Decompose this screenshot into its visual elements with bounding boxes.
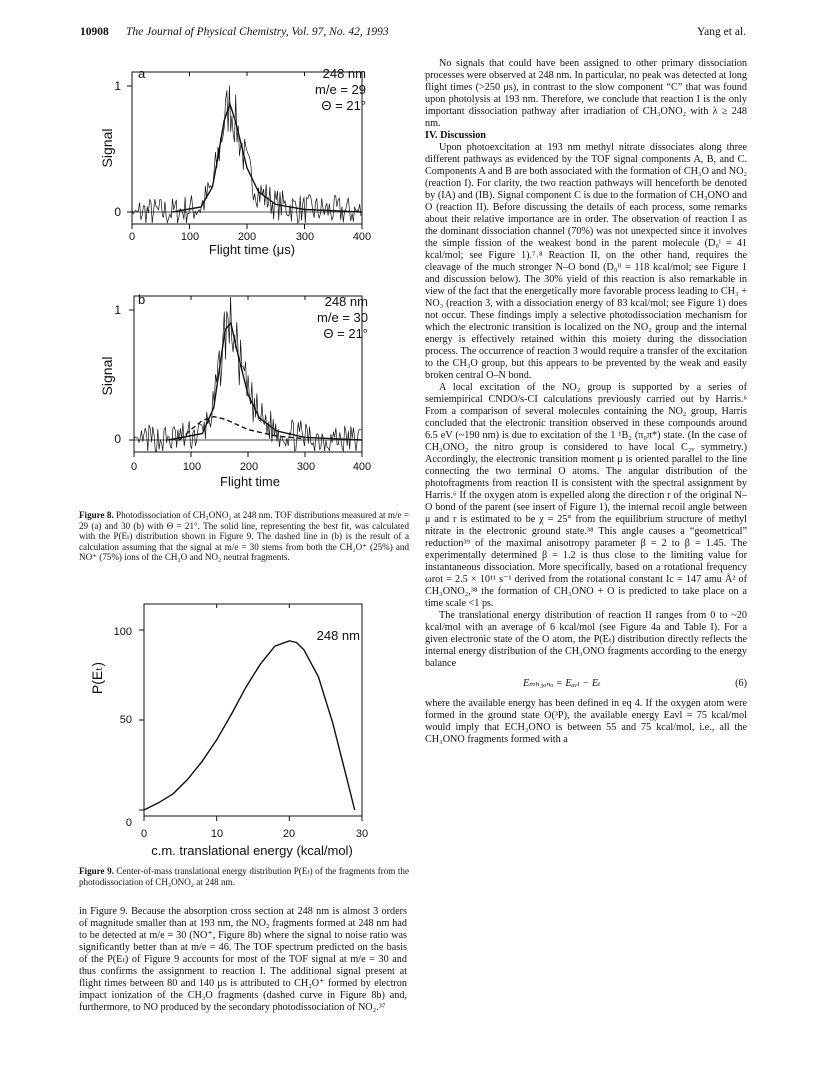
author-header: Yang et al. <box>697 26 746 38</box>
panel-label-line1: 248 nm <box>324 294 368 309</box>
left-column-text <box>79 906 407 1014</box>
x-axis-label: c.m. translational energy (kcal/mol) <box>151 843 353 858</box>
figure-8a-plot <box>92 60 412 270</box>
panel-label-line2: m/e = 30 <box>317 310 368 325</box>
x-tick-label: 200 <box>237 231 257 243</box>
equation-number: (6) <box>735 678 747 689</box>
paragraph: No signals that could have been assigned to other primary dissociation processes were observed at 248 nm. In particular, no peak was detected at long flight times (>250 μs), in contrast to the slow component “C” that was found upon photolysis at 193 nm. Therefore, we conclude that reaction I is the only important dissociation pathway after irradiation of CH₃ONO₂ with λ ≥ 248 nm. <box>425 58 747 129</box>
x-tick-label: 300 <box>296 461 316 473</box>
paragraph: The translational energy distribution of reaction II ranges from 0 to ~20 kcal/mol with an average of 6 kcal/mol (see Figure 4a and Table I). For a given electronic state of the O atom, the P(Eₜ) distribution directly reflects the internal energy distribution of the CH₃ONO fragments according to the energy balance <box>425 610 747 669</box>
fit-line <box>172 104 362 212</box>
figure-9-caption <box>79 866 409 887</box>
page-number: 10908 <box>80 26 109 38</box>
x-tick-label: 10 <box>210 828 224 840</box>
x-tick-label: 0 <box>140 828 148 840</box>
x-tick-label: 100 <box>182 461 202 473</box>
panel-label-line3: Θ = 21° <box>321 98 366 113</box>
x-tick-label: 200 <box>239 461 259 473</box>
y-tick-label: 0 <box>114 432 121 446</box>
panel-letter: b <box>138 292 146 307</box>
equation-6 <box>425 678 747 690</box>
paragraph: A local excitation of the NO₂ group is supported by a series of semiempirical CNDO/s-CI calculations previously carried out by Harris.⁶ From a comparison of several molecules containing the NO₂ group, Harris concluded that the electronic transition observed in these compounds around 6.5 eV (~190 nm) is due to excitation of the 1 ¹B₂ (π₀π*) state. (In the case of CH₃ONO₂ the nitro group is considered to have local C₂ᵥ symmetry.) Accordingly, the electronic transition moment μ is oriented parallel to the line connecting the two terminal O atoms. The angular distribution of the photofragments from reaction II is consistent with the spectral assignment by Harris.⁶ If the oxygen atom is expelled along the direction r of the original N–O bond of the parent (see insert of Figure 1), the internal recoil angle between μ and r is estimated to be χ = 25° from the equilibrium structure of methyl nitrate in the electronic ground state.³⁸ This angle causes a “geometrical” reduction³⁹ of the maximal anisotropy parameter β = 2 to β = 1.45. The experimentally determined β = 1.2 is thus close to the limiting value for instantaneous dissociation. More specifically, based on a rotational frequency ωrot = 2.5 × 10¹¹ s⁻¹ derived from the rotational constant Ic = 147 amu Å² of CH₃ONO₂,³⁸ the formation of CH₃ONO + O is predicted to take place on a time scale <1 ps. <box>425 382 747 609</box>
journal-title: The Journal of Physical Chemistry, Vol. 97, No. 42, 1993 <box>126 26 389 38</box>
section-heading: IV. Discussion <box>425 130 486 141</box>
figure-8-caption <box>79 510 409 563</box>
x-tick-label: 400 <box>352 231 372 243</box>
equation-expression: Eₘₕ₃ₒₙₒ = Eₐᵥₗ − Eₜ <box>523 678 601 689</box>
x-axis-label: Flight time (μs) <box>208 242 296 257</box>
y-axis-label: Signal <box>99 128 115 168</box>
x-tick-label: 400 <box>352 461 372 473</box>
pe-distribution-line <box>144 641 355 810</box>
figure-9-plot <box>82 590 412 810</box>
caption-text: Center-of-mass translational energy distribution P(Eₜ) of the fragments from the photodissociation of CH₃ONO₂ at 248 nm. <box>79 866 409 887</box>
running-header <box>80 26 746 44</box>
x-axis-label: Flight time <box>220 474 280 489</box>
plot-label: 248 nm <box>316 628 360 643</box>
caption-label: Figure 8. <box>79 510 114 520</box>
y-tick-label: 0 <box>125 817 132 829</box>
x-tick-label: 0 <box>130 461 138 473</box>
paragraph: where the available energy has been defined in eq 4. If the oxygen atom were formed in the ground state O(³P), the available energy Eavl = 75 kcal/mol would imply that ECH₃ONO is between 55 and 75 kcal/mol, i.e., all the CH₃ONO fragments formed with a <box>425 698 747 745</box>
x-tick-label: 20 <box>282 828 296 840</box>
right-column-text <box>425 58 747 746</box>
panel-label-line2: m/e = 29 <box>315 82 366 97</box>
y-tick-label: 1 <box>114 303 121 317</box>
caption-text: Photodissociation of CH₃ONO₂ at 248 nm. TOF distributions measured at m/e = 29 (a) and 30 (b) with Θ = 21°. The solid line, representing the best fit, was calculated with the P(Eₜ) distribution shown in Figure 9. The dashed line in (b) is the result of a calculation assuming that the signal at m/e = 30 stems from both the CH₂O⁺ (25%) and NO⁺ (75%) ions of the CH₃O and NO₂ neutral fragments. <box>79 510 409 563</box>
x-tick-label: 0 <box>128 231 136 243</box>
caption-label: Figure 9. <box>79 866 114 876</box>
x-tick-label: 300 <box>295 231 315 243</box>
y-axis-label: Signal <box>99 356 115 396</box>
paragraph: in Figure 9. Because the absorption cross section at 248 nm is almost 3 orders of magnitude smaller than at 193 nm, the NO₂ fragments formed at 248 nm had to be detected at m/e = 30 (NO⁺, Figure 8b) where the signal to noise ratio was significantly better than at m/e = 46. The TOF spectrum predicted on the basis of the P(Eₜ) of Figure 9 accounts for most of the TOF signal at m/e = 30 and thus confirms the assignment to reaction I. The additional signal present at flight times between 80 and 140 μs is attributed to CH₂O⁺ formed by electron impact ionization of the CH₃O fragments (dashed curve in Figure 8b) and, furthermore, to NO produced by the secondary photodissociation of NO₂.³⁷ <box>79 906 407 1013</box>
x-tick-label: 30 <box>355 828 369 840</box>
y-tick-label: 100 <box>113 626 132 638</box>
y-tick-label: 50 <box>119 714 132 726</box>
x-tick-label: 100 <box>180 231 200 243</box>
y-tick-label: 0 <box>114 205 121 219</box>
y-tick-label: 1 <box>114 79 121 93</box>
panel-letter: a <box>138 66 146 81</box>
figure-9-axis-labels <box>82 810 412 860</box>
paragraph: Upon photoexcitation at 193 nm methyl nitrate dissociates along three different pathways as evidenced by the TOF signal components A, B, and C. Components A and B are both associated with the formation of CH₃O and NO₂ (reaction I). For clarity, the two reaction pathways will henceforth be denoted by (IA) and (IB). Signal component C is due to the formation of CH₃ONO and O (reaction II). Before discussing the details of each process, some remarks about their relative importance are in order. The observation of reaction I as the dominant dissociation channel (70%) was not unexpected since it involves the simple fission of the weakest bond in the parent molecule (D₀ᴵ = 41 kcal/mol; see Figure 1).⁷˒⁸ Reaction II, on the other hand, requires the cleavage of the much stronger N–O bond (D₀ᴵᴵ = 118 kcal/mol; see Figure 1 and discussion below). The 30% yield of this reaction is also remarkable in view of the fact that the energetically more favorable process leading to CH₃ + NO₃ (reaction 3, with a dissociation energy of 83 kcal/mol; see Figure 1) does not occur. These findings imply a selective photodissociation mechanism for which the electronic transition is localized on the NO₂ group and the internal energy is effectively retained within this moiety during the dissociation process. The occurrence of reaction 3 would require a transfer of the excitation to the CH₃O group, but this appears to be prevented by the weak and easily broken central O–N bond. <box>425 142 748 381</box>
panel-label-line1: 248 nm <box>322 66 366 81</box>
y-axis-label: P(Eₜ) <box>89 661 105 695</box>
figure-8b-plot <box>92 282 412 497</box>
panel-label-line3: Θ = 21° <box>323 326 368 341</box>
